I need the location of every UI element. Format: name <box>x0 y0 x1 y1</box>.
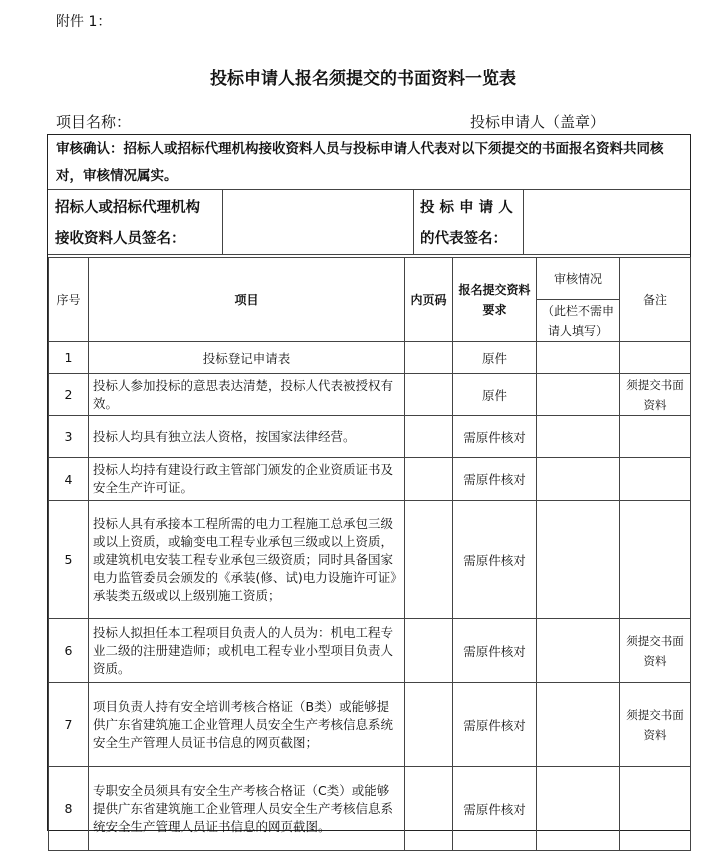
bidder-seal-label: 投标申请人（盖章） <box>470 113 606 131</box>
row-item: 项目负责人持有安全培训考核合格证（B类）或能够提供广东省建筑施工企业管理人员安全生产考核信息系统安全生产管理人员证书信息的网页截图； <box>89 683 405 767</box>
row-requirement: 需原件核对 <box>453 458 537 501</box>
row-page-cell[interactable] <box>405 374 453 416</box>
signature-divider <box>523 190 524 255</box>
receiver-label-line2: 接收资料人员签名： <box>55 231 186 247</box>
row-seq: 1 <box>49 342 89 374</box>
header-review: 审核情况 <box>537 258 620 300</box>
row-page-cell[interactable] <box>405 458 453 501</box>
row-remark <box>620 458 691 501</box>
page-title: 投标申请人报名须提交的书面资料一览表 <box>210 69 516 89</box>
row-remark <box>620 501 691 619</box>
header-remark: 备注 <box>620 258 691 342</box>
row-review-cell[interactable] <box>537 619 620 683</box>
row-seq: 6 <box>49 619 89 683</box>
row-page-cell[interactable] <box>405 683 453 767</box>
signature-divider <box>413 190 414 255</box>
row-page-cell[interactable] <box>405 767 453 851</box>
signature-divider <box>222 190 223 255</box>
table-row <box>49 683 691 767</box>
row-item: 投标人均持有建设行政主管部门颁发的企业资质证书及安全生产许可证。 <box>89 458 405 501</box>
receiver-signature-label <box>55 193 200 255</box>
row-review-cell[interactable] <box>537 416 620 458</box>
project-name-label: 项目名称： <box>56 113 132 131</box>
row-review-cell[interactable] <box>537 767 620 851</box>
row-requirement: 需原件核对 <box>453 619 537 683</box>
table-row <box>49 342 691 374</box>
row-page-cell[interactable] <box>405 342 453 374</box>
header-page: 内页码 <box>405 258 453 342</box>
row-remark: 须提交书面资料 <box>620 619 691 683</box>
table-header-row <box>49 258 691 300</box>
row-item: 投标人具有承接本工程所需的电力工程施工总承包三级或以上资质，或输变电工程专业承包三级或以上资质，或建筑机电安装工程专业承包三级资质；同时具备国家电力监管委员会颁发的《承装(修、试)电力设施许可证》承装类五级或以上级别施工资质； <box>89 501 405 619</box>
table-row <box>49 501 691 619</box>
header-review-note: （此栏不需申请人填写） <box>537 300 620 342</box>
header-requirement: 报名提交资料要求 <box>453 258 537 342</box>
row-item: 投标人均具有独立法人资格，按国家法律经营。 <box>89 416 405 458</box>
row-seq: 2 <box>49 374 89 416</box>
row-requirement: 需原件核对 <box>453 767 537 851</box>
row-requirement: 原件 <box>453 374 537 416</box>
bidder-rep-signature-label <box>420 193 513 255</box>
row-item: 投标人拟担任本工程项目负责人的人员为：机电工程专业二级的注册建造师；或机电工程专业小型项目负责人资质。 <box>89 619 405 683</box>
requirements-table <box>48 257 691 851</box>
row-remark: 须提交书面资料 <box>620 683 691 767</box>
attachment-label: 附件 1： <box>56 14 112 30</box>
row-remark <box>620 342 691 374</box>
row-seq: 4 <box>49 458 89 501</box>
row-review-cell[interactable] <box>537 342 620 374</box>
row-requirement: 需原件核对 <box>453 501 537 619</box>
row-seq: 5 <box>49 501 89 619</box>
row-seq: 3 <box>49 416 89 458</box>
table-row <box>49 619 691 683</box>
row-review-cell[interactable] <box>537 374 620 416</box>
receiver-label-line1: 招标人或招标代理机构 <box>55 200 200 216</box>
bidder-rep-label-line2: 的代表签名： <box>420 231 507 247</box>
row-seq: 8 <box>49 767 89 851</box>
row-remark <box>620 416 691 458</box>
row-review-cell[interactable] <box>537 501 620 619</box>
table-row <box>49 374 691 416</box>
row-item: 专职安全员须具有安全生产考核合格证（C类）或能够提供广东省建筑施工企业管理人员安全生产考核信息系统安全生产管理人员证书信息的网页截图。 <box>89 767 405 851</box>
bidder-rep-label-line1: 投 标 申 请 人 <box>420 200 513 216</box>
row-requirement: 需原件核对 <box>453 683 537 767</box>
row-requirement: 原件 <box>453 342 537 374</box>
row-page-cell[interactable] <box>405 619 453 683</box>
confirmation-text: 审核确认：招标人或招标代理机构接收资料人员与投标申请人代表对以下须提交的书面报名资料共同核对，审核情况属实。 <box>48 135 690 190</box>
row-item: 投标人参加投标的意思表达清楚，投标人代表被授权有效。 <box>89 374 405 416</box>
table-row <box>49 458 691 501</box>
table-row <box>49 416 691 458</box>
header-item: 项目 <box>89 258 405 342</box>
row-requirement: 需原件核对 <box>453 416 537 458</box>
row-seq: 7 <box>49 683 89 767</box>
row-item: 投标登记申请表 <box>89 342 405 374</box>
row-remark: 须提交书面资料 <box>620 374 691 416</box>
row-review-cell[interactable] <box>537 458 620 501</box>
row-page-cell[interactable] <box>405 501 453 619</box>
header-seq: 序号 <box>49 258 89 342</box>
row-remark <box>620 767 691 851</box>
row-review-cell[interactable] <box>537 683 620 767</box>
row-page-cell[interactable] <box>405 416 453 458</box>
table-row <box>49 767 691 851</box>
